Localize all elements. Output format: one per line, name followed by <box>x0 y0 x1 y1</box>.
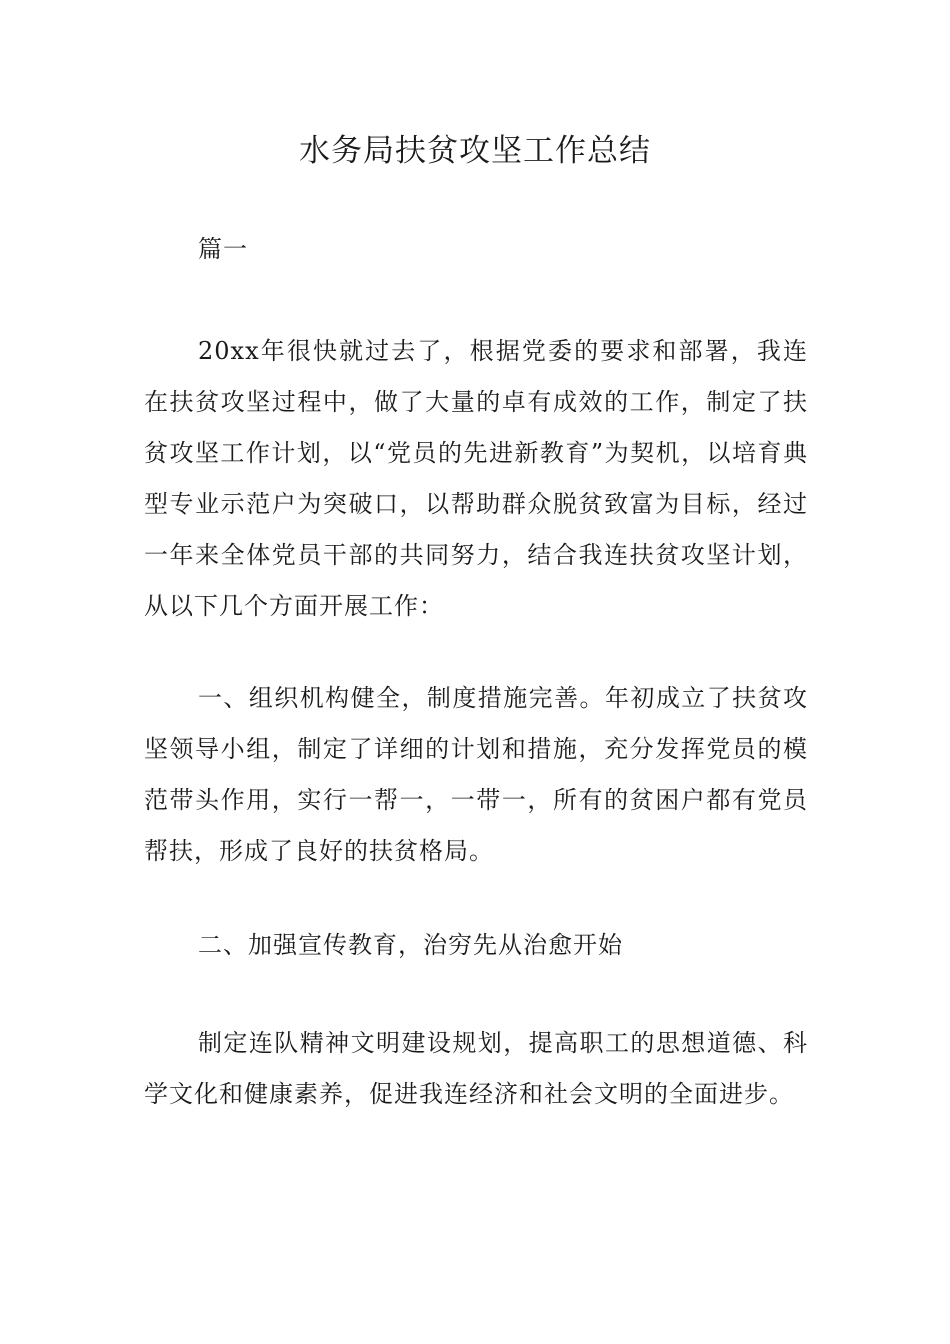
section-label: 篇一 <box>198 235 248 263</box>
document-title: 水务局扶贫攻坚工作总结 <box>299 133 651 169</box>
paragraph-civilization: 制定连队精神文明建设规划，提高职工的思想道德、科学文化和健康素养，促进我连经济和社会文明的全面进步。 <box>144 1029 808 1108</box>
paragraph-heading-education: 二、加强宣传教育，治穷先从治愈开始 <box>198 931 623 959</box>
paragraph-organization: 一、组织机构健全，制度措施完善。年初成立了扶贫攻坚领导小组，制定了详细的计划和措施，充分发挥党员的模范带头作用，实行一帮一，一带一，所有的贫困户都有党员帮扶，形成了良好的扶贫格局。 <box>144 684 808 865</box>
paragraph-intro: 20xx年很快就过去了，根据党委的要求和部署，我连在扶贫攻坚过程中，做了大量的卓有成效的工作，制定了扶贫攻坚工作计划，以“党员的先进新教育”为契机，以培育典型专业示范户为突破口，以帮助群众脱贫致富为目标，经过一年来全体党员干部的共同努力，结合我连扶贫攻坚计划，从以下几个方面开展工作： <box>144 337 808 620</box>
